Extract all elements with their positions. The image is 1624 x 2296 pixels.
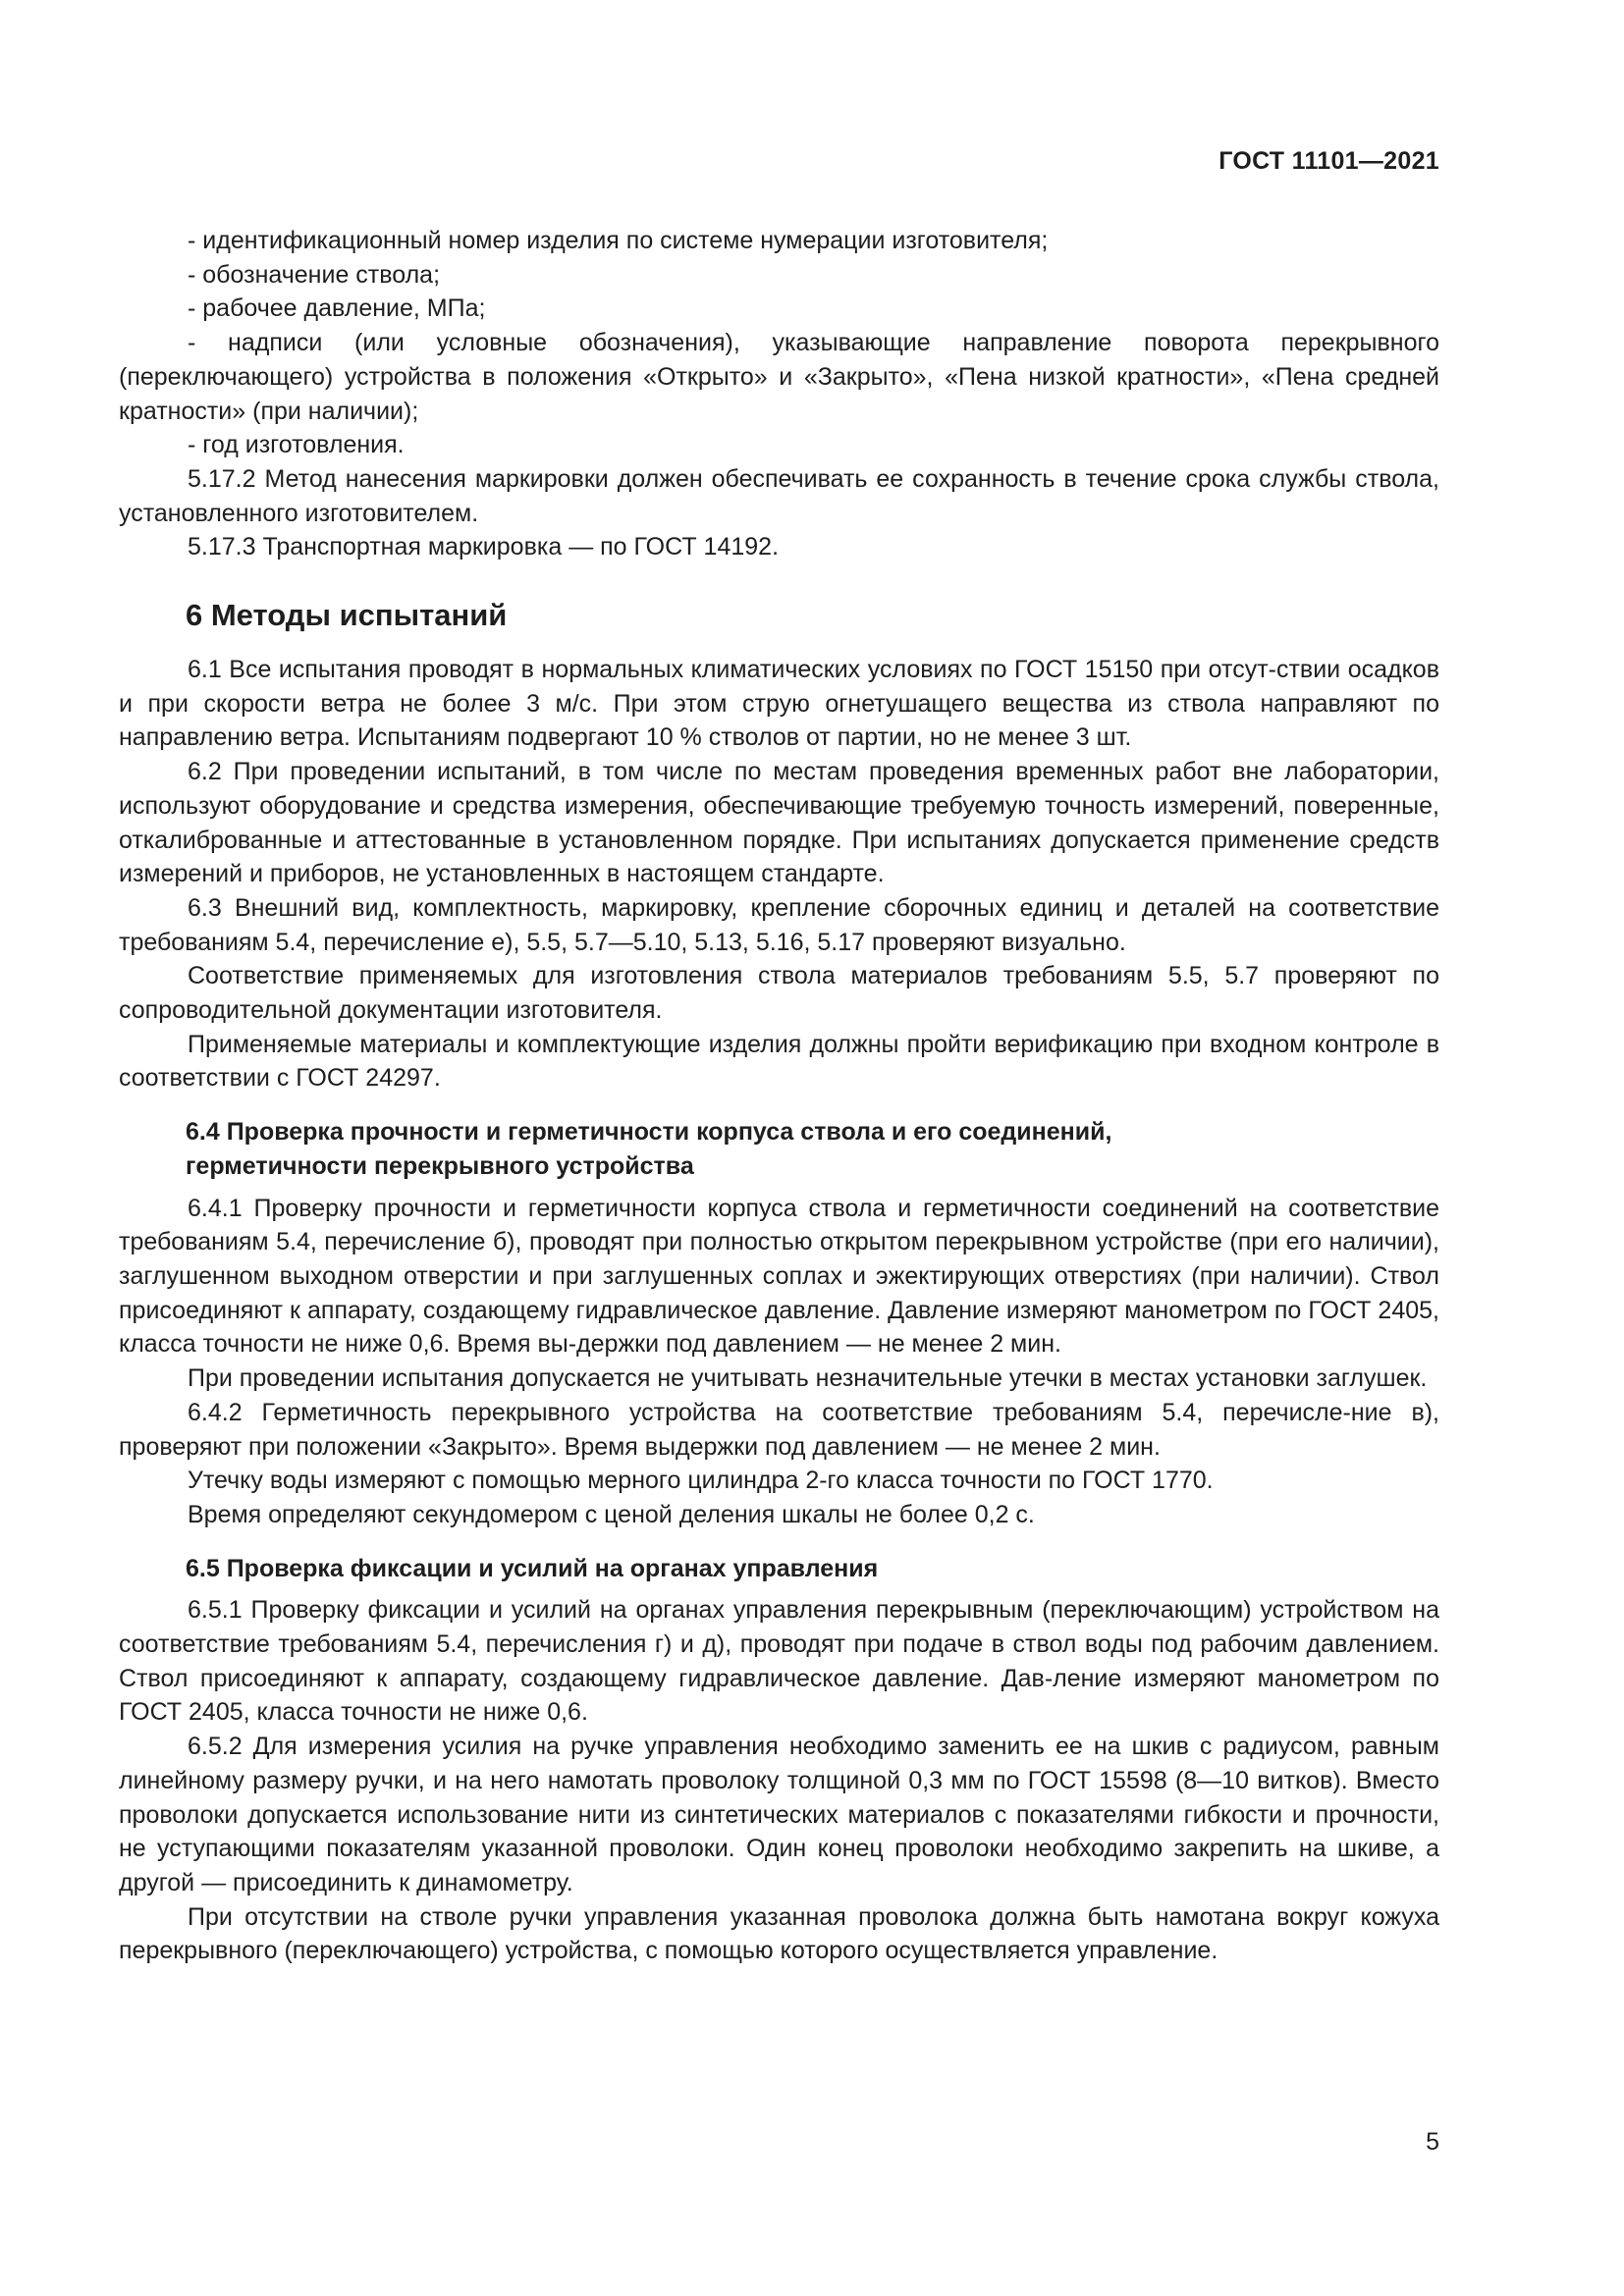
list-item: - обозначение ствола; <box>188 260 441 289</box>
paragraph-5-17-2: 5.17.2 Метод нанесения маркировки должен обеспечивать ее сохранность в течение срока службы ствола, установленного изготовителем. <box>119 464 1439 527</box>
paragraph-6-3-verification: Применяемые материалы и комплектующие изделия должны пройти верификацию при входном контроле в соответствии с ГОСТ 24297. <box>119 1030 1439 1093</box>
paragraph-6-3-materials: Соответствие применяемых для изготовления ствола материалов требованиям 5.5, 5.7 проверяют по сопроводительной документации изготовителя. <box>119 962 1439 1025</box>
paragraph-6-5-2: 6.5.2 Для измерения усилия на ручке управления необходимо заменить ее на шкив с радиусом, равным линейному размеру ручки, и на него намотать проволоку толщиной 0,3 мм по ГОСТ 15598 (8—10 витков). Вместо проволоки допускается использование нити из синтетических материалов с показателями гибкости и прочности, не уступающими показателям указанной проволоки. Один конец проволоки необходимо закрепить на шкиве, а другой — присоединить к динамометру. <box>119 1733 1439 1896</box>
list-item: - год изготовления. <box>188 431 405 459</box>
paragraph-6-5-1: 6.5.1 Проверку фиксации и усилий на органах управления перекрывным (переключающим) устройством на соответствие требованиям 5.4, перечисления г) и д), проводят при подаче в ствол воды под рабочим давлением. Ствол присоединяют к аппарату, создающему гидравлическое давление. Дав-ление измеряют манометром по ГОСТ 2405, класса точности не ниже 0,6. <box>119 1596 1439 1727</box>
list-item: - идентификационный номер изделия по системе нумерации изготовителя; <box>188 227 1049 254</box>
paragraph-6-4-1: 6.4.1 Проверку прочности и герметичности корпуса ствола и герметичности соединений на соответствие требованиям 5.4, перечисление б), проводят при полностью открытом перекрывном устройстве (при его наличии), заглушенном выходном отверстии и при заглушенных соплах и эжектирующих отверстиях (при наличии). Ствол присоединяют к аппарату, создающему гидравлическое давление. Давление измеряют манометром по ГОСТ 2405, класса точности не ниже 0,6. Время вы-держки под давлением — не менее 2 мин. <box>119 1194 1439 1359</box>
list-item: - рабочее давление, МПа; <box>188 294 486 323</box>
document-header-code: ГОСТ 11101—2021 <box>1218 147 1439 175</box>
subsection-6-5-title: 6.5 Проверка фиксации и усилий на органах управления <box>186 1554 879 1582</box>
subsection-6-4-title-line1: 6.4 Проверка прочности и герметичности корпуса ствола и его соединений, <box>186 1118 1112 1147</box>
paragraph-6-4-2: 6.4.2 Герметичность перекрывного устройства на соответствие требованиям 5.4, перечисле-ние в), проверяют при положении «Закрыто». Время выдержки под давлением — не менее 2 мин. <box>119 1398 1439 1461</box>
paragraph-5-17-3: 5.17.3 Транспортная маркировка — по ГОСТ 14192. <box>188 533 780 561</box>
page-body <box>119 224 1439 1968</box>
subsection-6-4-title <box>186 1115 1439 1183</box>
subsection-6-4-title-line2: герметичности перекрывного устройства <box>186 1151 694 1180</box>
paragraph-6-1: 6.1 Все испытания проводят в нормальных климатических условиях по ГОСТ 15150 при отсут-ствии осадков и при скорости ветра не более 3 м/с. При этом струю огнетушащего вещества из ствола направляют по направлению ветра. Испытаниям подвергают 10 % стволов от партии, но не менее 3 шт. <box>119 656 1439 752</box>
paragraph-6-3: 6.3 Внешний вид, комплектность, маркировку, крепление сборочных единиц и деталей на соответствие требованиям 5.4, перечисление е), 5.5, 5.7—5.10, 5.13, 5.16, 5.17 проверяют визуально. <box>119 893 1439 956</box>
paragraph-6-5-2-alt: При отсутствии на стволе ручки управления указанная проволока должна быть намотана вокруг кожуха перекрывного (переключающего) устройства, с помощью которого осуществляется управление. <box>119 1902 1439 1965</box>
paragraph-6-4-1-note: При проведении испытания допускается не учитывать незначительные утечки в местах установки заглушек. <box>188 1364 1428 1393</box>
list-item: - надписи (или условные обозначения), указывающие направление поворота перекрывного (переключающего) устройства в положения «Открыто» и «Закрыто», «Пена низкой кратности», «Пена средней кратности» (при наличии); <box>119 329 1439 425</box>
page-number: 5 <box>1426 2128 1439 2156</box>
section-6-title: 6 Методы испытаний <box>186 598 508 633</box>
paragraph-6-4-2-time: Время определяют секундомером с ценой деления шкалы не более 0,2 с. <box>188 1500 1035 1528</box>
paragraph-6-4-2-leak: Утечку воды измеряют с помощью мерного цилиндра 2-го класса точности по ГОСТ 1770. <box>188 1467 1214 1495</box>
paragraph-6-2: 6.2 При проведении испытаний, в том числе по местам проведения временных работ вне лаборатории, используют оборудование и средства измерения, обеспечивающие требуемую точность измерений, поверенные, откалиброванные и аттестованные в установленном порядке. При испытаниях допускается применение средств измерений и приборов, не установленных в настоящем стандарте. <box>119 758 1439 888</box>
